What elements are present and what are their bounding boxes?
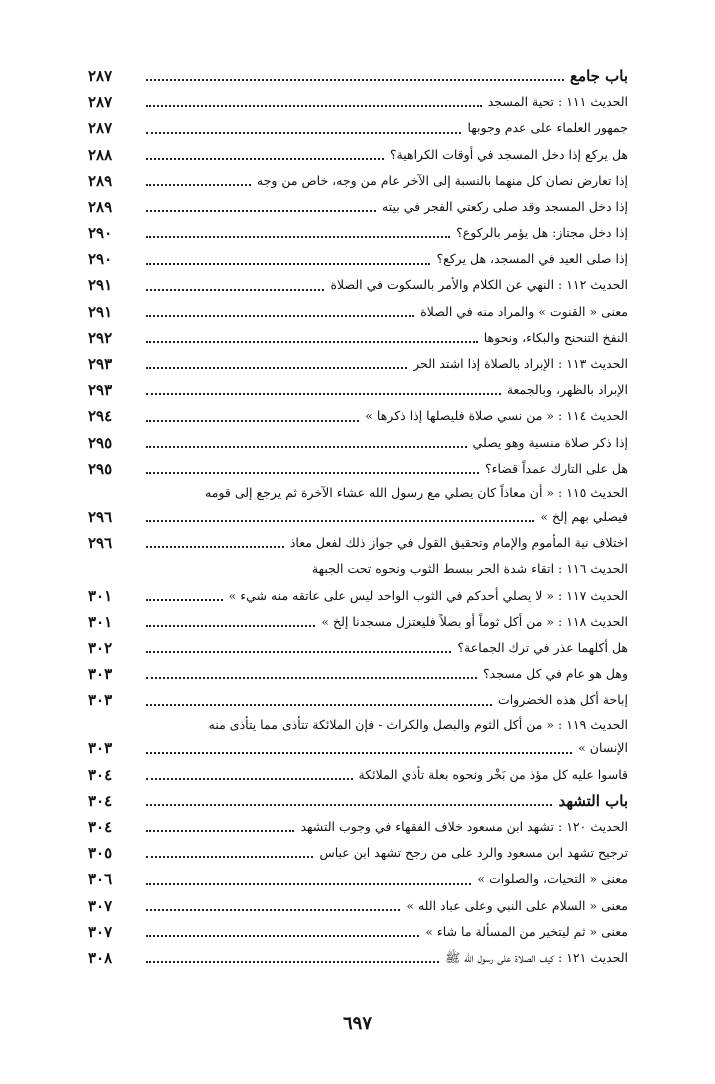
dot-leader	[146, 158, 384, 160]
toc-entry-title: الحديث ١٢١ : كيف الصلاة على رسول الله ﷺ	[445, 949, 628, 965]
toc-entry	[88, 609, 628, 635]
toc-entry-title: إذا ذكر صلاة منسية وهو يصلي	[472, 434, 628, 450]
toc-entry-title: قاسوا عليه كل مؤذ من بَخْر ونحوه بعلة تأذي الملائكة	[358, 766, 628, 782]
toc-page-number: ٣٠٧	[88, 922, 113, 941]
toc-entry	[88, 530, 628, 556]
toc-page-number: ٢٩١	[88, 276, 113, 295]
toc-entry-title: الحديث ١١٢ : النهي عن الكلام والأمر بالسكوت في الصلاة	[330, 277, 628, 293]
toc-page-number: ٢٩٤	[88, 407, 113, 426]
toc-entry-title: إذا صلى العيد في المسجد، هل يركع؟	[436, 251, 628, 267]
toc-entry-title: الإبراد بالظهر، وبالجمعة	[506, 382, 628, 398]
toc-page-number: ٣٠٣	[88, 665, 113, 684]
dot-leader	[146, 651, 451, 653]
toc-entry-title: الحديث ١١١ : تحية المسجد	[487, 94, 628, 110]
toc-entry	[88, 893, 628, 919]
toc-entry-title: هل يركع إذا دخل المسجد في أوقات الكراهية؟	[389, 146, 628, 162]
toc-page-number: ٣٠٢	[88, 638, 113, 657]
toc-entry	[88, 168, 628, 194]
dot-leader	[146, 184, 251, 186]
dot-leader	[146, 341, 478, 343]
toc-page-number: ٢٩٦	[88, 507, 113, 526]
dot-leader	[146, 804, 552, 806]
dot-leader	[146, 446, 467, 448]
toc-entry-title: الحديث ١١٨ : « من أكل ثوماً أو بصلاً فليعتزل مسجدنا إلخ »	[321, 613, 628, 629]
toc-entry-title: الحديث ١١٣ : الإبراد بالصلاة إذا اشتد الحر	[413, 356, 628, 372]
toc-entry	[88, 194, 628, 220]
toc-entry-title: جمهور العلماء على عدم وجوبها	[467, 120, 628, 136]
toc-entry-title: النفخ التنحنح والبكاء، ونحوها	[483, 329, 628, 345]
toc-entry	[88, 377, 628, 403]
toc-entry-title: معنى « التحيات، والصلوات »	[477, 871, 628, 887]
dot-leader	[146, 105, 482, 107]
toc-entry	[88, 687, 628, 713]
toc-page-number: ٢٩٠	[88, 224, 113, 243]
page-number: ٦٩٧	[342, 1013, 372, 1034]
toc-entry	[88, 351, 628, 377]
dot-leader	[146, 961, 439, 963]
toc-entry-title: الحديث ١١٧ : « لا يصلي أحدكم في الثوب الواحد ليس على عاتقه منه شيء »	[228, 587, 628, 603]
dot-leader	[146, 599, 223, 601]
toc-page-number: ٢٨٧	[88, 66, 113, 85]
toc-entry	[88, 504, 628, 530]
toc-page-number: ٢٨٧	[88, 119, 113, 138]
dot-leader	[146, 289, 324, 291]
toc-entry-title: الحديث ١١٥ : « أن معاذاً كان يصلي مع رسول الله عشاء الآخرة ثم يرجع إلى قومه	[205, 485, 628, 500]
toc-page-number: ٢٩٣	[88, 355, 113, 374]
toc-entry	[88, 736, 628, 762]
toc-entry	[88, 714, 628, 736]
toc-entry	[88, 430, 628, 456]
dot-leader	[146, 704, 492, 706]
toc-page-number: ٢٩٥	[88, 433, 113, 452]
toc-page-number: ٢٩٢	[88, 328, 113, 347]
toc-entry	[88, 115, 628, 141]
dot-leader	[146, 752, 572, 754]
toc-section-heading: باب جامع	[570, 66, 628, 85]
toc-entry-title: معنى « السلام على النبي وعلى عباد الله »	[406, 897, 628, 913]
toc-page-number: ٢٩٥	[88, 459, 113, 478]
toc-entry	[88, 762, 628, 788]
toc-page-number: ٣٠٧	[88, 896, 113, 915]
toc-page-number: ٣٠٤	[88, 818, 113, 837]
dot-leader	[146, 420, 359, 422]
toc-entry-title: الإنسان »	[578, 740, 628, 756]
toc-entry	[88, 246, 628, 272]
toc-page-number: ٣٠٣	[88, 739, 113, 758]
dot-leader	[146, 546, 284, 548]
dot-leader	[146, 315, 414, 317]
toc-section-heading: باب التشهد	[558, 791, 628, 810]
toc-page-number: ٢٩٠	[88, 250, 113, 269]
toc-entry-title: هل على التارك عمداً قضاء؟	[484, 460, 628, 476]
toc-entry	[88, 661, 628, 687]
dot-leader	[146, 472, 479, 474]
toc-entry	[88, 142, 628, 168]
toc-page-number: ٢٨٩	[88, 171, 113, 190]
toc-entry	[88, 635, 628, 661]
toc-entry-title: الحديث ١٢٠ : تشهد ابن مسعود خلاف الفقهاء في وجوب التشهد	[300, 819, 628, 835]
toc-entry	[88, 814, 628, 840]
toc-entry	[88, 456, 628, 482]
toc-entry	[88, 556, 628, 582]
toc-entry-title: الحديث ١١٤ : « من نسي صلاة فليصلها إذا ذكرها »	[365, 408, 628, 424]
dot-leader	[146, 856, 313, 858]
toc-entry-title: وهل هو عام في كل مسجد؟	[483, 666, 628, 682]
dot-leader	[146, 625, 315, 627]
toc-page-number: ٣٠١	[88, 612, 113, 631]
dot-leader	[146, 520, 534, 522]
toc-page-number: ٣٠٨	[88, 948, 113, 967]
toc-entry	[88, 273, 628, 299]
dot-leader	[146, 778, 353, 780]
toc-page-number: ٢٩٦	[88, 534, 113, 553]
dot-leader	[146, 677, 477, 679]
toc-entry-title: الحديث ١١٩ : « من أكل الثوم والبصل والكراث - فإن الملائكة تتأذى مما يتأذى منه	[208, 716, 628, 732]
toc-page-number: ٣٠٦	[88, 870, 113, 889]
dot-leader	[146, 263, 430, 265]
dot-leader	[146, 909, 400, 911]
dot-leader	[146, 830, 294, 832]
dot-leader	[146, 210, 376, 212]
toc-entry	[88, 840, 628, 866]
toc-entry	[88, 583, 628, 609]
toc-page-number: ٣٠٣	[88, 691, 113, 710]
toc-entry	[88, 299, 628, 325]
toc-entry-title: ترجيح تشهد ابن مسعود والرد على من رجح تشهد ابن عباس	[319, 845, 628, 861]
toc-entry	[88, 325, 628, 351]
toc-page-number: ٢٨٧	[88, 93, 113, 112]
toc-entry	[88, 788, 628, 814]
table-of-contents	[88, 63, 628, 971]
toc-entry	[88, 919, 628, 945]
dot-leader	[146, 883, 471, 885]
toc-page-number: ٢٨٩	[88, 197, 113, 216]
dot-leader	[146, 367, 407, 369]
toc-entry	[88, 866, 628, 892]
toc-entry	[88, 403, 628, 429]
toc-entry-title: الحديث ١١٦ : اتقاء شدة الحر ببسط الثوب ونحوه تحت الجبهة	[311, 561, 628, 577]
toc-entry-title: هل أكلهما عذر في ترك الجماعة؟	[457, 639, 628, 655]
toc-entry-title: إذا دخل مجتاز: هل يؤمر بالركوع؟	[456, 225, 628, 241]
toc-entry	[88, 63, 628, 89]
toc-entry	[88, 482, 628, 504]
toc-entry-title: إذا دخل المسجد وقد صلى ركعتي الفجر في بيته	[382, 198, 628, 214]
toc-entry-title: معنى « القنوت » والمراد منه في الصلاة	[420, 303, 628, 319]
toc-page-number: ٢٩٣	[88, 381, 113, 400]
toc-entry-title: اختلاف نية المأموم والإمام وتحقيق القول في جواز ذلك لفعل معاذ	[289, 535, 628, 551]
toc-entry-title: إباحة أكل هذه الخضروات	[497, 692, 628, 708]
toc-page-number: ٢٩١	[88, 302, 113, 321]
toc-entry	[88, 89, 628, 115]
toc-page-number: ٣٠٤	[88, 791, 113, 810]
dot-leader	[146, 79, 564, 81]
dot-leader	[146, 132, 461, 134]
toc-entry-title: إذا تعارض نصان كل منهما بالنسبة إلى الآخر عام من وجه، خاص من وجه	[256, 172, 628, 188]
toc-page-number: ٣٠١	[88, 586, 113, 605]
toc-entry	[88, 945, 628, 971]
toc-page-number: ٣٠٥	[88, 844, 113, 863]
toc-entry-title: معنى « ثم ليتخير من المسألة ما شاء »	[425, 923, 628, 939]
dot-leader	[146, 935, 419, 937]
toc-page-number: ٣٠٤	[88, 765, 113, 784]
toc-entry-title: فيصلي بهم إلخ »	[540, 508, 628, 524]
dot-leader	[146, 236, 450, 238]
dot-leader	[146, 393, 501, 395]
toc-page-number: ٢٨٨	[88, 145, 113, 164]
toc-entry	[88, 220, 628, 246]
